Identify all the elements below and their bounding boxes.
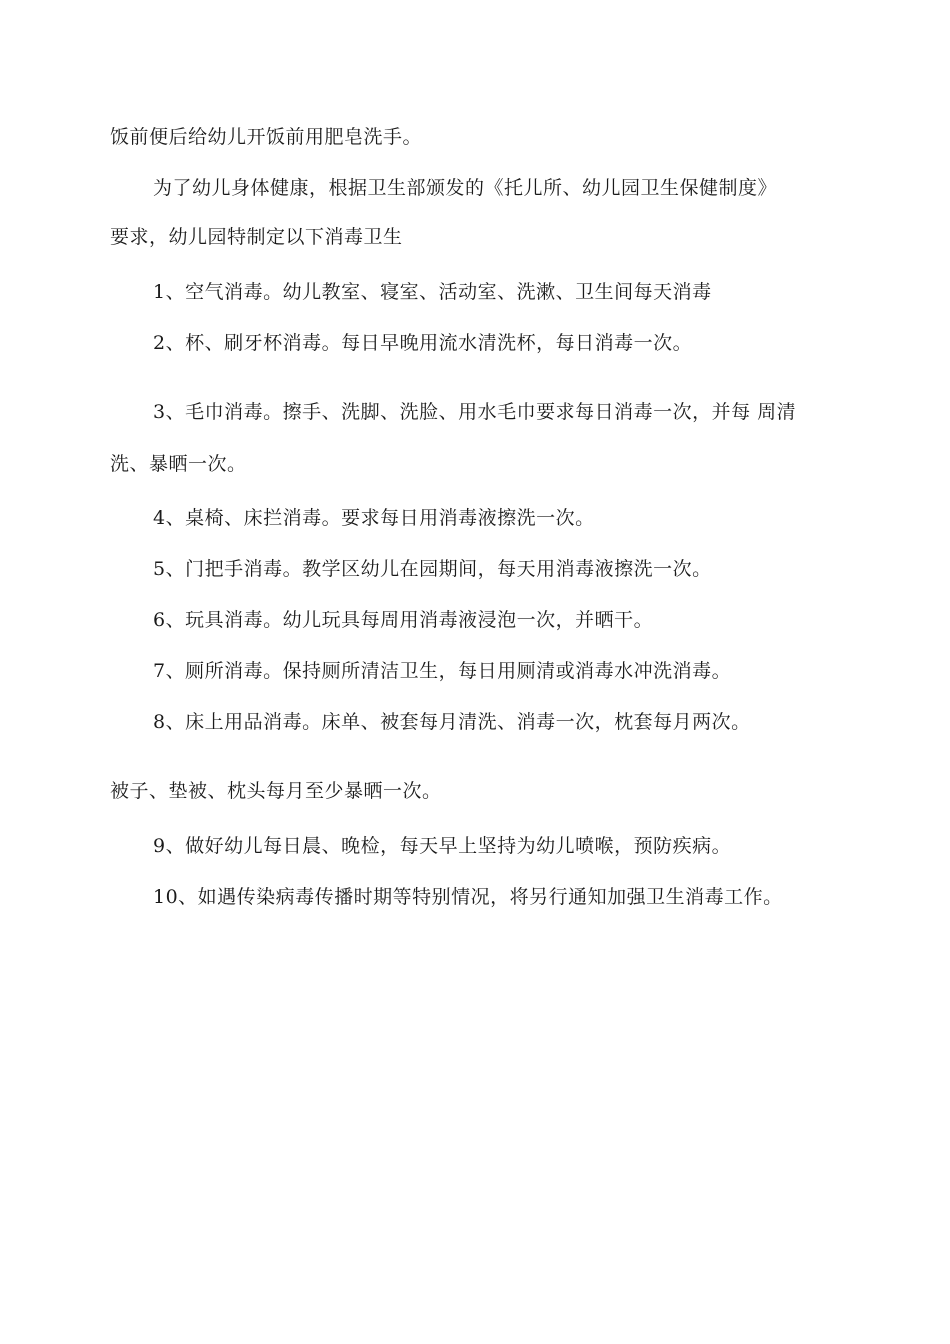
paragraph-line-intro: 为了幼儿身体健康，根据卫生部颁发的《托儿所、幼儿园卫生保健制度》 <box>153 177 778 199</box>
list-item-air-disinfection: 1、空气消毒。幼儿教室、寝室、活动室、洗漱、卫生间每天消毒 <box>153 281 712 303</box>
list-item-doorhandle-disinfection: 5、门把手消毒。教学区幼儿在园期间，每天用消毒液擦洗一次。 <box>153 558 712 580</box>
list-item-towel-disinfection-cont: 洗、暴晒一次。 <box>110 453 247 475</box>
list-item-towel-disinfection: 3、毛巾消毒。擦手、洗脚、洗脸、用水毛巾要求每日消毒一次，并每 周清 <box>153 401 797 423</box>
list-item-toy-disinfection: 6、玩具消毒。幼儿玩具每周用消毒液浸泡一次，并晒干。 <box>153 609 654 631</box>
list-item-toilet-disinfection: 7、厕所消毒。保持厕所清洁卫生，每日用厕清或消毒水冲洗消毒。 <box>153 660 732 682</box>
list-item-bedding-disinfection-cont: 被子、垫被、枕头每月至少暴晒一次。 <box>110 780 442 802</box>
list-item-health-check: 9、做好幼儿每日晨、晚检，每天早上坚持为幼儿喷喉，预防疾病。 <box>153 835 732 857</box>
paragraph-line-handwashing: 饭前便后给幼儿开饭前用肥皂洗手。 <box>110 126 423 148</box>
list-item-furniture-disinfection: 4、桌椅、床拦消毒。要求每日用消毒液擦洗一次。 <box>153 507 595 529</box>
paragraph-line-intro-cont: 要求，幼儿园特制定以下消毒卫生 <box>110 226 403 248</box>
list-item-cup-disinfection: 2、杯、刷牙杯消毒。每日早晚用流水清洗杯，每日消毒一次。 <box>153 332 693 354</box>
list-item-epidemic-notice: 10、如遇传染病毒传播时期等特别情况，将另行通知加强卫生消毒工作。 <box>153 886 783 908</box>
list-item-bedding-disinfection: 8、床上用品消毒。床单、被套每月清洗、消毒一次，枕套每月两次。 <box>153 711 751 733</box>
